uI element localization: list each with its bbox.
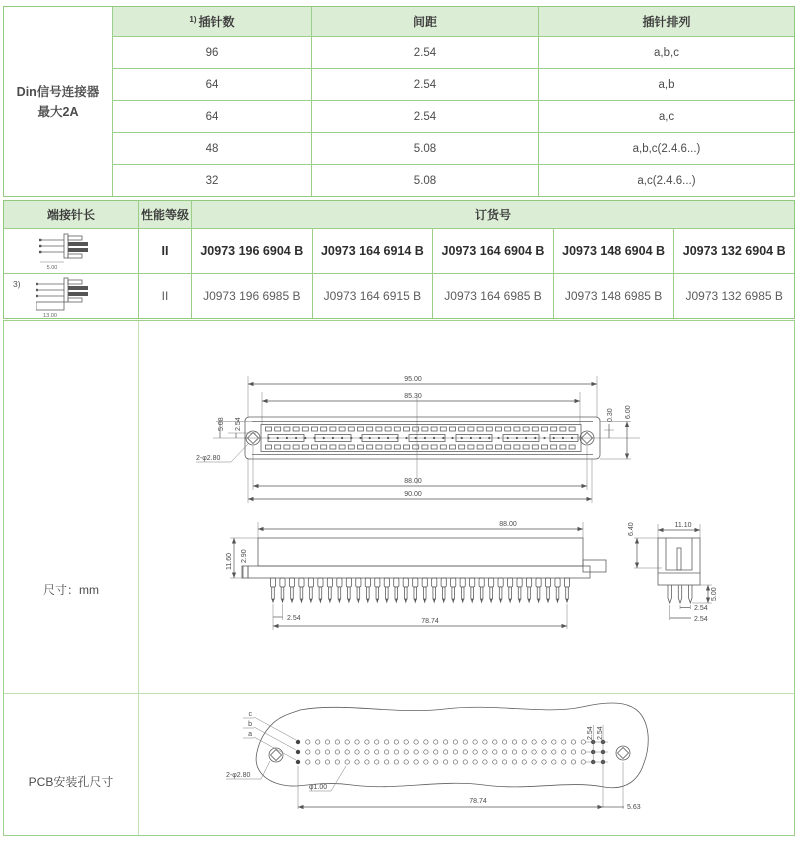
dim-flange: 2.90 [241, 549, 248, 563]
spec-table [3, 6, 795, 197]
header-grade: 性能等级 [139, 201, 191, 228]
dim-pin-pitch: 2.54 [287, 615, 301, 622]
spec-pins: 64 [113, 69, 311, 100]
pin-length-icon [36, 274, 106, 318]
dim-mount-hole: 2-φ2.80 [226, 772, 251, 779]
spec-arrangement: a,b,c [539, 37, 794, 68]
dim-pin-span: 78.74 [421, 618, 439, 625]
spec-pins: 96 [113, 37, 311, 68]
row-label-c: c [248, 711, 252, 718]
spec-pins: 32 [113, 165, 311, 196]
grade-cell: II [139, 229, 191, 273]
spec-arrangement: a,c [539, 101, 794, 132]
footnote-3: 3) [13, 279, 21, 289]
dim-slot-width: 85.30 [404, 393, 422, 400]
pin-length-value: 5.00 [46, 265, 58, 271]
spec-pitch: 2.54 [312, 101, 538, 132]
order-number: J0973 132 6985 B [674, 274, 794, 318]
header-pin-length: 端接针长 [4, 201, 138, 228]
end-pin [668, 585, 671, 603]
dim-pitch-b: 2.54 [597, 726, 604, 740]
order-number: J0973 164 6985 B [433, 274, 553, 318]
section-divider-vertical [138, 321, 139, 835]
product-name-cell [4, 7, 112, 196]
dim-pitch-b: 2.54 [694, 616, 708, 623]
pcb-outline [256, 703, 648, 788]
order-number: J0973 164 6914 B [313, 229, 433, 273]
pin-length-value: 13.00 [43, 313, 57, 318]
order-number: J0973 164 6915 B [313, 274, 433, 318]
dim-pitch-a: 2.54 [694, 605, 708, 612]
grade-cell: II [139, 274, 191, 318]
dimensions-section-label: 尺寸：mm [43, 583, 99, 597]
spec-arrangement: a,c(2.4.6...) [539, 165, 794, 196]
spec-pins: 64 [113, 101, 311, 132]
order-number: J0973 196 6904 B [192, 229, 312, 273]
dim-height: 11.60 [226, 553, 233, 570]
dim-row-pitch: 2.54 [235, 417, 242, 431]
pin-length-icon [36, 230, 106, 272]
dim-row-height: 5.08 [218, 417, 225, 431]
spec-arrangement: a,b [539, 69, 794, 100]
dim-height: 6.40 [628, 522, 635, 536]
pin-length-diagram-short [4, 229, 138, 273]
end-pin [678, 585, 681, 603]
pcb-hole-grid [296, 740, 605, 764]
spec-pitch: 5.08 [312, 165, 538, 196]
header-pin-count: $^{1)}$ 插针数 [113, 7, 311, 36]
dim-mount-hole: 2-φ2.80 [196, 455, 221, 462]
order-number: J0973 148 6985 B [554, 274, 674, 318]
order-number: J0973 164 6904 B [433, 229, 553, 273]
dim-side-height: 6.00 [625, 405, 632, 419]
footnote-1: 1) [189, 15, 197, 24]
pin-row [270, 578, 569, 604]
product-line1: Din信号连接器 [16, 84, 100, 99]
spec-pins: 48 [113, 133, 311, 164]
order-table [3, 200, 795, 319]
dim-pin-hole: φ1.00 [309, 784, 328, 791]
side-view-drawing [225, 515, 620, 650]
spec-arrangement: a,b,c(2.4.6...) [539, 133, 794, 164]
pin-length-diagram-long [4, 274, 138, 318]
dim-body-width: 88.00 [499, 521, 517, 528]
pcb-layout-drawing [222, 693, 654, 823]
dim-total-width: 95.00 [404, 376, 422, 383]
pcb-mount-hole-left [269, 748, 283, 762]
row-label-a: a [248, 731, 252, 738]
spec-pitch: 2.54 [312, 69, 538, 100]
row-label-b: b [248, 721, 252, 728]
spec-pitch: 2.54 [312, 37, 538, 68]
dim-edge-offset: 5.63 [627, 804, 641, 811]
dim-body-width: 90.00 [404, 491, 422, 498]
dim-hole-span: 88.00 [404, 478, 422, 485]
order-number: J0973 148 6904 B [554, 229, 674, 273]
pcb-section-label: PCB安装孔尺寸 [28, 775, 114, 789]
spec-pitch: 5.08 [312, 133, 538, 164]
header-pitch: 间距 [312, 7, 538, 36]
front-view-drawing [195, 368, 660, 508]
header-arrangement: 插针排列 [539, 7, 794, 36]
product-line2: 最大2A [37, 104, 79, 119]
pcb-mount-hole-right [616, 746, 630, 760]
dim-hole-span: 78.74 [469, 798, 487, 805]
dim-lip: 0.30 [607, 408, 614, 422]
end-pin [689, 585, 692, 603]
end-view-drawing [620, 515, 740, 650]
dim-width: 11.10 [674, 522, 692, 529]
order-number: J0973 132 6904 B [674, 229, 794, 273]
dim-pin-length: 5.00 [711, 587, 718, 601]
order-number: J0973 196 6985 B [192, 274, 312, 318]
dim-pitch-a: 2.54 [587, 726, 594, 740]
header-order-no: 订货号 [192, 201, 794, 228]
